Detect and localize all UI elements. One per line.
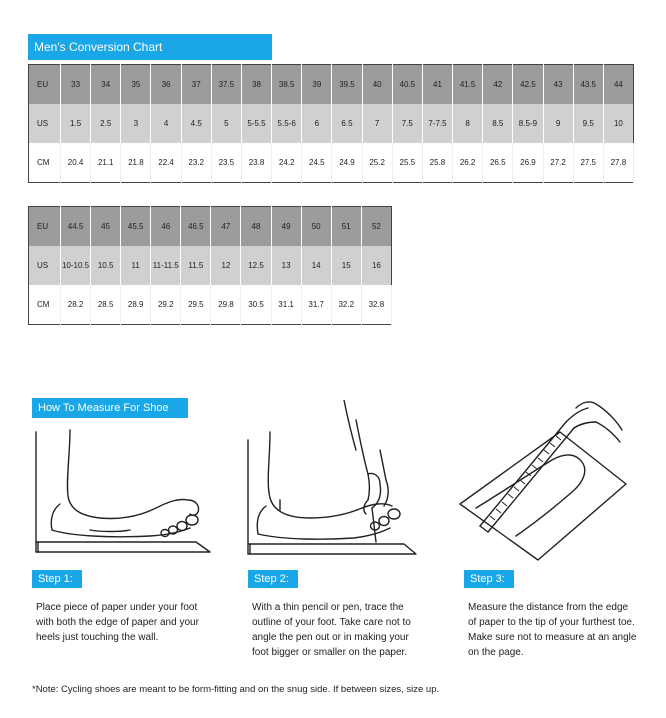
- step-3-text: [468, 600, 664, 660]
- us-cell: 11: [121, 246, 151, 285]
- us-row-label: US: [29, 246, 61, 285]
- step-1-label: Step 1:: [32, 570, 82, 588]
- measure-tape-icon: [456, 398, 636, 563]
- eu-cell: 44: [603, 65, 633, 105]
- eu-cell: 34: [91, 65, 121, 105]
- cm-cell: 21.1: [91, 143, 121, 183]
- cm-cell: 24.9: [332, 143, 362, 183]
- cm-cell: 25.2: [362, 143, 392, 183]
- us-cell: 1.5: [61, 104, 91, 143]
- how-to-measure-title: How To Measure For Shoe Size: [32, 398, 188, 418]
- eu-cell: 47: [211, 207, 241, 247]
- eu-row: [29, 207, 392, 247]
- cm-cell: 26.2: [453, 143, 483, 183]
- cm-cell: 30.5: [241, 285, 271, 325]
- eu-row-label: EU: [29, 207, 61, 247]
- cm-cell: 25.8: [422, 143, 452, 183]
- eu-cell: 44.5: [61, 207, 91, 247]
- eu-cell: 40.5: [392, 65, 422, 105]
- step-2-label: Step 2:: [248, 570, 298, 588]
- us-cell: 7.5: [392, 104, 422, 143]
- eu-cell: 45: [91, 207, 121, 247]
- us-cell: 15: [331, 246, 361, 285]
- eu-cell: 45.5: [121, 207, 151, 247]
- us-cell: 13: [271, 246, 301, 285]
- us-cell: 4.5: [181, 104, 211, 143]
- step-1-line: heels just touching the wall.: [36, 632, 159, 643]
- eu-cell: 50: [301, 207, 331, 247]
- cm-cell: 29.8: [211, 285, 241, 325]
- cm-cell: 24.5: [302, 143, 332, 183]
- cm-cell: 20.4: [61, 143, 91, 183]
- us-cell: 8.5: [483, 104, 513, 143]
- eu-cell: 36: [151, 65, 181, 105]
- conversion-chart-title: Men's Conversion Chart: [28, 34, 272, 60]
- cm-cell: 32.8: [361, 285, 391, 325]
- cm-cell: 28.9: [121, 285, 151, 325]
- step-3-line: of paper to the tip of your furthest toe.: [468, 617, 635, 628]
- eu-cell: 48: [241, 207, 271, 247]
- step-3-line: Make sure not to measure at an angle: [468, 632, 637, 643]
- cm-row: [29, 285, 392, 325]
- step-1-text: [36, 600, 236, 645]
- eu-cell: 46: [151, 207, 181, 247]
- us-cell: 16: [361, 246, 391, 285]
- eu-cell: 37: [181, 65, 211, 105]
- eu-cell: 35: [121, 65, 151, 105]
- cm-cell: 27.2: [543, 143, 573, 183]
- us-cell: 2.5: [91, 104, 121, 143]
- us-cell: 6: [302, 104, 332, 143]
- us-cell: 6.5: [332, 104, 362, 143]
- cm-cell: 21.8: [121, 143, 151, 183]
- cm-row: [29, 143, 634, 183]
- cm-cell: 26.5: [483, 143, 513, 183]
- us-cell: 5.5-6: [272, 104, 302, 143]
- eu-cell: 33: [61, 65, 91, 105]
- eu-cell: 42: [483, 65, 513, 105]
- us-cell: 5: [211, 104, 241, 143]
- step-3-label: Step 3:: [464, 570, 514, 588]
- cm-row-label: CM: [29, 285, 61, 325]
- us-cell: 8: [453, 104, 483, 143]
- us-row: [29, 104, 634, 143]
- cm-cell: 27.5: [573, 143, 603, 183]
- eu-row-label: EU: [29, 65, 61, 105]
- us-cell: 5-5.5: [241, 104, 271, 143]
- trace-foot-icon: [244, 400, 424, 565]
- us-row: [29, 246, 392, 285]
- cm-cell: 26.9: [513, 143, 543, 183]
- step-2-text: [252, 600, 452, 660]
- eu-cell: 46.5: [181, 207, 211, 247]
- cm-cell: 28.5: [91, 285, 121, 325]
- conversion-table-2: [28, 206, 392, 325]
- us-cell: 10.5: [91, 246, 121, 285]
- step-3-line: on the page.: [468, 647, 524, 658]
- cm-cell: 22.4: [151, 143, 181, 183]
- sizing-note: *Note: Cycling shoes are meant to be form-fitting and on the snug side. If between sizes, size up.: [32, 684, 440, 695]
- us-row-label: US: [29, 104, 61, 143]
- eu-cell: 38: [241, 65, 271, 105]
- us-cell: 7-7.5: [422, 104, 452, 143]
- us-cell: 4: [151, 104, 181, 143]
- cm-cell: 23.5: [211, 143, 241, 183]
- eu-cell: 38.5: [272, 65, 302, 105]
- eu-cell: 42.5: [513, 65, 543, 105]
- us-cell: 9.5: [573, 104, 603, 143]
- us-cell: 11-11.5: [151, 246, 181, 285]
- step-1-line: Place piece of paper under your foot: [36, 602, 198, 613]
- cm-cell: 32.2: [331, 285, 361, 325]
- eu-cell: 41: [422, 65, 452, 105]
- eu-cell: 49: [271, 207, 301, 247]
- cm-cell: 31.7: [301, 285, 331, 325]
- step-2-line: angle the pen out or in making your: [252, 632, 409, 643]
- cm-cell: 27.8: [603, 143, 633, 183]
- cm-cell: 28.2: [61, 285, 91, 325]
- cm-cell: 23.8: [241, 143, 271, 183]
- eu-cell: 39: [302, 65, 332, 105]
- us-cell: 10-10.5: [61, 246, 91, 285]
- us-cell: 11.5: [181, 246, 211, 285]
- us-cell: 3: [121, 104, 151, 143]
- eu-cell: 43.5: [573, 65, 603, 105]
- step-2-line: outline of your foot. Take care not to: [252, 617, 411, 628]
- eu-cell: 43: [543, 65, 573, 105]
- eu-row: [29, 65, 634, 105]
- us-cell: 8.5-9: [513, 104, 543, 143]
- us-cell: 7: [362, 104, 392, 143]
- step-1-line: with both the edge of paper and your: [36, 617, 199, 628]
- cm-cell: 24.2: [272, 143, 302, 183]
- conversion-table-1: [28, 64, 634, 183]
- us-cell: 12.5: [241, 246, 271, 285]
- eu-cell: 39.5: [332, 65, 362, 105]
- eu-cell: 52: [361, 207, 391, 247]
- step-3-line: Measure the distance from the edge: [468, 602, 629, 613]
- cm-cell: 29.5: [181, 285, 211, 325]
- eu-cell: 51: [331, 207, 361, 247]
- eu-cell: 41.5: [453, 65, 483, 105]
- step-2-line: With a thin pencil or pen, trace the: [252, 602, 404, 613]
- cm-cell: 25.5: [392, 143, 422, 183]
- cm-row-label: CM: [29, 143, 61, 183]
- us-cell: 12: [211, 246, 241, 285]
- step-2-line: foot bigger or smaller on the paper.: [252, 647, 408, 658]
- cm-cell: 23.2: [181, 143, 211, 183]
- eu-cell: 37.5: [211, 65, 241, 105]
- cm-cell: 31.1: [271, 285, 301, 325]
- eu-cell: 40: [362, 65, 392, 105]
- cm-cell: 29.2: [151, 285, 181, 325]
- us-cell: 14: [301, 246, 331, 285]
- us-cell: 9: [543, 104, 573, 143]
- us-cell: 10: [603, 104, 633, 143]
- foot-on-paper-icon: [30, 424, 230, 564]
